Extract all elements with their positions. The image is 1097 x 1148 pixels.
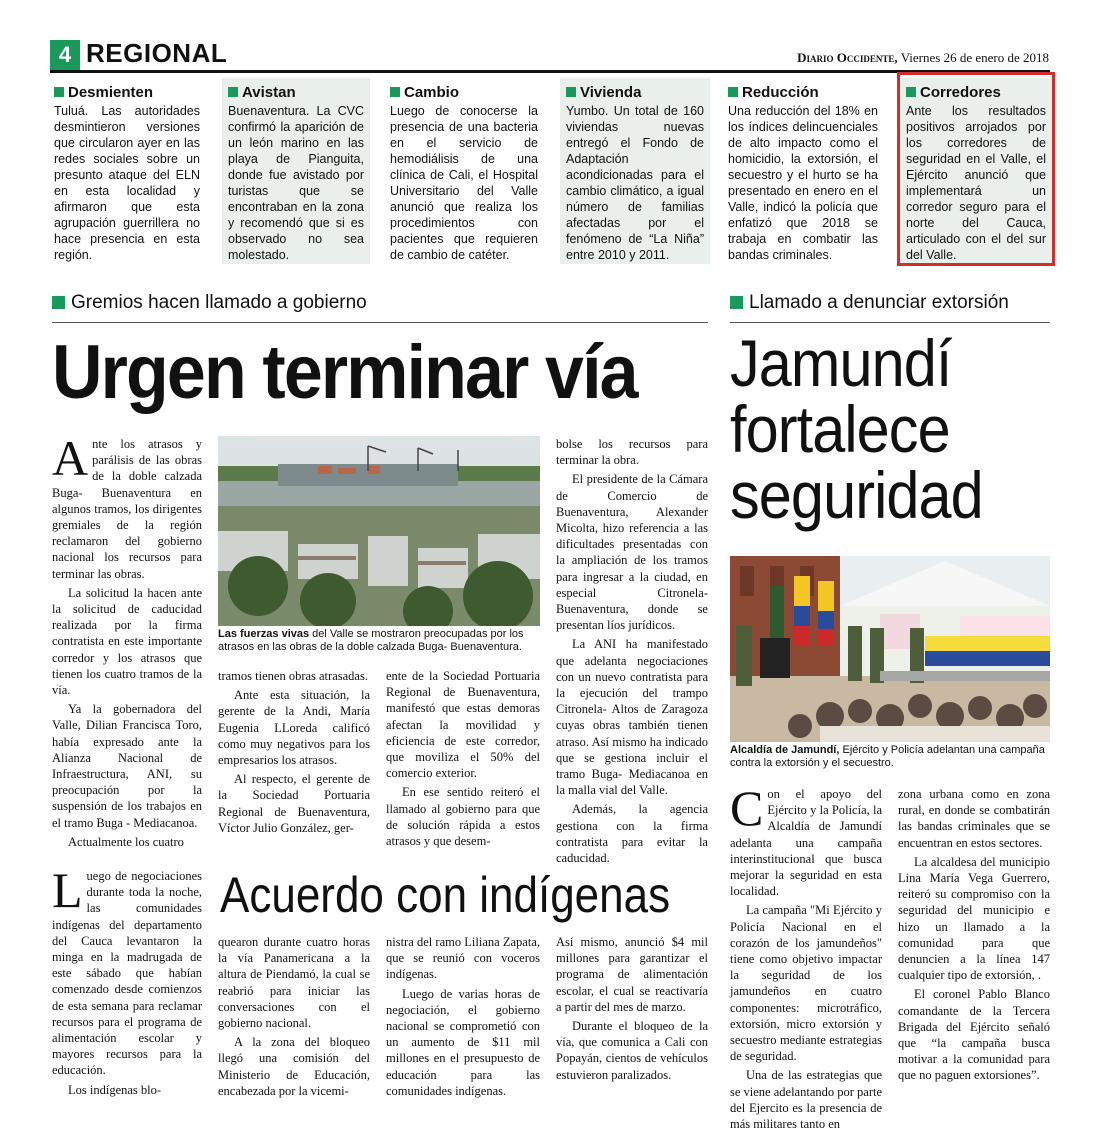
headline-line: Jamundí [730,326,952,400]
dropcap: A [52,430,89,486]
brief-title: Cambio [404,84,460,101]
brief-reduccion [722,78,884,264]
brief-title: Desmienten [68,84,154,101]
kicker-rule [52,322,708,323]
paragraph: El presidente de la Cámara de Comercio de Buenaventura, Alexander Micolta, hizo referencia a las dificultades presentadas con la ampliación de los tramos para ingresar a la ciudad, en especial Citronela-Buenaventura, donde se presentan líos jurídicos. [556,472,708,633]
paper-name: Diario Occidente, [797,50,898,65]
paragraph: tramos tienen obras atrasadas. [218,669,368,683]
brief-title: Corredores [920,84,1001,101]
section-title: REGIONAL [86,38,228,68]
brief-text: Tuluá. Las autoridades desmintieron versiones que circularon ayer en las redes sociales sobre un presunto ataque del ELN en esta localidad y afirmaron que esta agrupación guerrillera no hace presencia en esta región. [54,104,200,262]
main-kicker [52,292,367,314]
page-number: 4 [50,40,80,70]
paragraph: ente de la Sociedad Portuaria Regional de Buenaventura, manifestó que estas demoras afectan la movilidad y eficiencia de este corredor, que moviliza el 50% del comercio exterior. [386,669,540,781]
brief-avistan [222,78,370,264]
paragraph: Una de las estrategias que se viene adelantando por parte del Ejercito es la presencia de más militares tanto en [730,1068,883,1132]
paragraph: Ya la gobernadora del Valle, Dilian Francisca Toro, había expresado ante la Alianza Nacional de Infraestructura, ANI, su preocupación por la suspensión de los trabajos en el tramo Buga - Mediacanoa. [52,702,202,830]
paragraph: Durante el bloqueo de la vía, que comunica a Cali con Popayán, cientos de vehículos estuvieron paralizados. [556,1019,708,1082]
paragraph: Ante esta situación, la gerente de la Andi, María Eugenia LLoreda calificó como muy negativos para los empresarios los atrasos. [218,688,370,768]
caption-bold: Alcaldía de Jamundí, [730,744,840,756]
paragraph: La campaña "Mi Ejército y Policía Nacional en el corazón de los jamundeños" tiene como objetivo impactar la seguridad de los jamundeños en cuatro componentes: microtráfico, extorsión, micro extorsión y secuestro mediante estrategias de seguridad. [730,903,882,1064]
port-photo [218,436,540,626]
main-col-1 [52,430,202,853]
jamundi-photo [730,556,1050,742]
brief-text: Una reducción del 18% en los índices delincuenciales de alto impacto como el homicidio, la extorsión, el secuestro y el hurto se ha presentado en enero en el Valle, indicó la policía que enfatizó que 2018 se trabaja en combatir las bandas criminales. [728,104,878,262]
paragraph: bolse los recursos para terminar la obra. [556,437,708,468]
paragraph: El coronel Pablo Blanco comandante de la Tercera Brigada del Ejército señaló que “la campaña busca motivar a la comunidad para que no paguen extorsiones”. [898,987,1050,1083]
right-kicker [730,292,1009,314]
dropcap: L [52,862,83,918]
brief-text: Yumbo. Un total de 160 viviendas nuevas entregó el Fondo de Adaptación acondicionadas para el cambio climático, a igual número de familias afectadas por el fenómeno de “La Niña” entre 2010 y 2011. [566,104,704,262]
brief-text: Ante los resultados positivos arrojados por los corredores de seguridad en el Valle, el Ejército anunció que implementará un corredor seguro para el norte del Cauca, articulado con el del sur del Valle. [906,104,1046,262]
kicker-text: Llamado a denunciar extorsión [749,292,1009,313]
square-bullet-icon [54,87,64,97]
main-col-3 [386,668,540,852]
right-col-2 [898,786,1050,1087]
kicker-text: Gremios hacen llamado a gobierno [71,292,367,313]
paragraph: nistra del ramo Liliana Zapata, que se reunió con voceros indígenas. [386,935,540,982]
square-bullet-icon [52,296,65,309]
right-col-1 [730,780,883,1135]
main-headline: Urgen terminar vía [52,330,637,415]
paragraph: Al respecto, el gerente de la Sociedad Portuaria Regional de Buenaventura, Víctor Julio González, ger- [218,772,370,835]
second-col-3 [386,934,540,1102]
paragraph: Así mismo, anunció $4 mil millones para garantizar el programa de alimentación escolar, el cual se reactivaría a partir del mes de marzo. [556,935,708,1014]
second-headline: Acuerdo con indígenas [220,867,671,923]
paragraph: Además, la agencia gestiona con la firma contratista para evitar la caducidad. [556,802,708,866]
square-bullet-icon [228,87,238,97]
brief-vivienda [560,78,710,264]
issue-date: Viernes 26 de enero de 2018 [900,50,1049,65]
right-headline [730,326,983,532]
paragraph: on el apoyo del Ejército y la Policía, la Alcaldía de Jamundí adelanta una campaña interinstitucional que busca mejorar la seguridad en esta localidad. [730,787,882,899]
paragraph: La ANI ha manifestado que adelanta negociaciones con un nuevo contratista para la ejecución del trampo Citronela- Altos de Zaragoza cuyas obras también tienen atraso. Así mismo ha indicado que se gestiona incluir el tramo Buga- Mediacanoa en la malla vial del Valle. [556,637,708,798]
jamundi-photo-image [730,556,1050,742]
paragraph: uego de negociaciones durante toda la noche, las comunidades indígenas del departamento del Cauca levantaron la minga en la madrugada de este sábado que habían comenzado desde comienzos de esta semana para reclamar recursos para el programa de alimentación escolar y mayores recursos para la educación. [52,869,202,1078]
port-photo-image [218,436,540,626]
dropcap: C [730,780,764,836]
square-bullet-icon [730,296,743,309]
brief-text: Buenaventura. La CVC confirmó la aparición de un león marino en las playa de Pianguita, donde fue avistado por turistas que se encontraban en la zona y recomendó que si es observado no sea molestado. [228,104,364,262]
masthead [797,50,1049,66]
square-bullet-icon [390,87,400,97]
paragraph: nte los atrasos y parálisis de las obras de la doble calzada Buga- Buenaventura en algunos tramos, los dirigentes gremiales de la región reclamaron del gobierno nacional los recursos para terminar las obras. [52,437,202,581]
paragraph: La alcaldesa del municipio Lina María Vega Guerrero, reiteró su compromiso con la seguridad del municipio e hizo un llamado a la comunidad para que denuncien a la línea 147 cualquier tipo de extorsión, . [898,854,1050,983]
port-photo-caption [218,628,540,654]
paragraph: A la zona del bloqueo llegó una comisión del Ministerio de Educación, encabezada por la vicemi- [218,1035,370,1098]
brief-text: Luego de conocerse la presencia de una bacteria en el servicio de hemodiálisis de una clínica de Cali, el Hospital Universitario del Valle anunció que realiza los procedimientos con pacientes que requieren de cambio de catéter. [390,104,538,262]
square-bullet-icon [566,87,576,97]
caption-bold: Las fuerzas vivas [218,628,310,640]
paragraph: Actualmente los cuatro [68,834,184,849]
paragraph: La solicitud la hacen ante la solicitud de caducidad realizada por la firma contratista en este importante corredor y los atrasos que tienen los cuatro tramos de la vía. [52,585,202,698]
second-col-1 [52,862,202,1101]
caption-text: Ejército y Policía adelantan una campaña contra la extorsión y el secuestro. [730,744,1045,769]
second-col-2 [218,934,370,1102]
main-col-2 [218,668,370,839]
brief-title: Avistan [242,84,296,101]
highlight-box [897,72,1055,266]
headline-line: seguridad [730,458,983,532]
jamundi-photo-caption [730,744,1050,770]
brief-title: Vivienda [580,84,642,101]
paragraph: zona urbana como en zona rural, en donde se combatirán las bandas criminales que se encuentran en estos sectores. [898,787,1050,850]
paragraph: En ese sentido reiteró el llamado al gobierno para que de solución rápida a estos atrasos y que desem- [386,785,540,849]
paragraph: quearon durante cuatro horas la vía Panamericana a la altura de Piendamó, la cual se reabrió para iniciar las conversaciones con el gobierno nacional. [218,935,370,1031]
paragraph: Luego de varias horas de negociación, el gobierno nacional se comprometió con un aumento de $11 mil millones en el presupuesto de educación para las comunidades indígenas. [386,986,540,1098]
caption-text: del Valle se mostraron preocupadas por los atrasos en las obras de la doble calzada Buga- Buenaventura. [218,628,524,653]
brief-cambio [384,78,544,264]
brief-title: Reducción [742,84,819,101]
headline-line: fortalece [730,392,950,466]
second-col-4 [556,934,708,1086]
paragraph: Los indígenas blo- [68,1082,162,1097]
main-col-4 [556,436,708,869]
kicker-rule [730,322,1050,323]
brief-desmienten [48,78,206,264]
square-bullet-icon [728,87,738,97]
